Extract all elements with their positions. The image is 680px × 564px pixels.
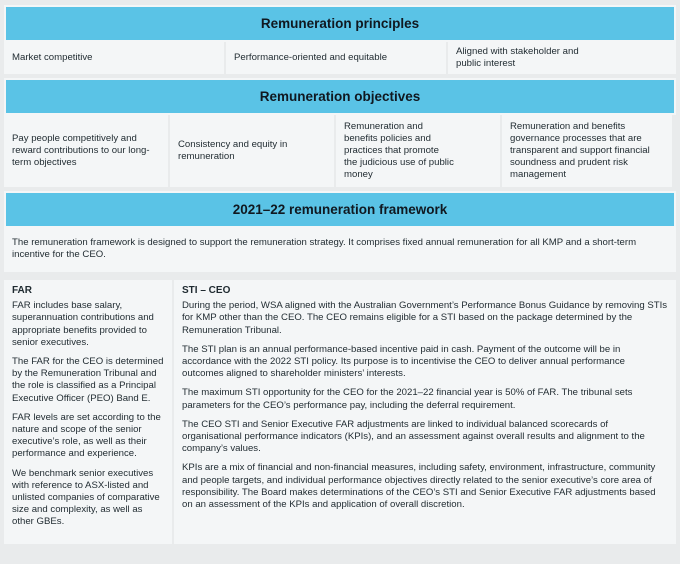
far-heading: FAR <box>12 285 32 296</box>
principle-item: Market competitive <box>4 42 224 74</box>
objectives-banner <box>4 78 676 115</box>
principles-banner <box>4 5 676 42</box>
framework-intro: The remuneration framework is designed to support the remuneration strategy. It comprises fixed annual remuneration for all KMP and a short-term incentive for the CEO. <box>4 228 676 272</box>
far-paragraph: FAR includes base salary, superannuation contributions and appropriate benefits provided to senior executives. <box>12 300 154 348</box>
objectives-row <box>4 115 676 187</box>
sti-panel <box>174 280 676 544</box>
sti-paragraph: The maximum STI opportunity for the CEO for the 2021–22 financial year is 50% of FAR. The tribunal sets parameters for the CEO’s performance pay, including the deferral requirement. <box>182 387 633 411</box>
objective-item: Consistency and equity in remuneration <box>170 115 334 187</box>
far-paragraph: FAR levels are set according to the nature and scope of the senior executive’s role, as well as their performance and experience. <box>12 411 161 460</box>
framework-detail-row <box>4 280 676 544</box>
principles-title: Remuneration principles <box>260 16 420 31</box>
sti-paragraph: KPIs are a mix of financial and non-financial measures, including safety, environment, infrastructure, community and people targets, and individual performance objectives directly related to the senior executive’s core area of responsibility. The Board makes determinations of the CEO’s STI and Senior Executive FAR adjustments based on an assessment of the KPIs and application of overall discretion. <box>182 462 656 511</box>
principle-item: Aligned with stakeholder and public interest <box>448 42 676 74</box>
objective-item: Remuneration and benefits policies and practices that promote the judicious use of public money <box>336 115 500 187</box>
principle-item: Performance-oriented and equitable <box>226 42 446 74</box>
sti-heading: STI – CEO <box>182 285 231 296</box>
remuneration-framework-infographic <box>4 5 676 544</box>
sti-paragraph: The STI plan is an annual performance-based incentive paid in cash. Payment of the outcome will be in accordance with the 2022 STI policy. Its purpose is to incentivise the CEO to deliver annual performance outcomes aligned to shareholder ministers’ interests. <box>182 343 625 380</box>
objectives-title: Remuneration objectives <box>259 89 421 104</box>
sti-paragraph: During the period, WSA aligned with the Australian Government’s Performance Bonus Guidance by removing STIs for KMP other than the CEO. The CEO remains eligible for a STI based on the package determined by the Remuneration Tribunal. <box>182 300 668 336</box>
framework-banner <box>4 191 676 228</box>
sti-paragraph: The CEO STI and Senior Executive FAR adjustments are linked to individual balanced scorecards of organisational performance indicators (KPIs), and an assessment against overall results and alignment to the company’s values. <box>182 418 645 455</box>
objective-item: Remuneration and benefits governance processes that are transparent and support financial soundness and prudent risk management <box>502 115 672 187</box>
framework-title: 2021–22 remuneration framework <box>232 202 448 217</box>
principles-row <box>4 42 676 74</box>
far-panel <box>4 280 172 544</box>
objective-item: Pay people competitively and reward contributions to our long-term objectives <box>4 115 168 187</box>
far-paragraph: We benchmark senior executives with reference to ASX-listed and unlisted companies of comparative size and complexity, as well as other GBEs. <box>12 467 160 528</box>
far-paragraph: The FAR for the CEO is determined by the Remuneration Tribunal and the role is classified as a Principal Executive Officer (PEO) Band E. <box>12 356 164 404</box>
